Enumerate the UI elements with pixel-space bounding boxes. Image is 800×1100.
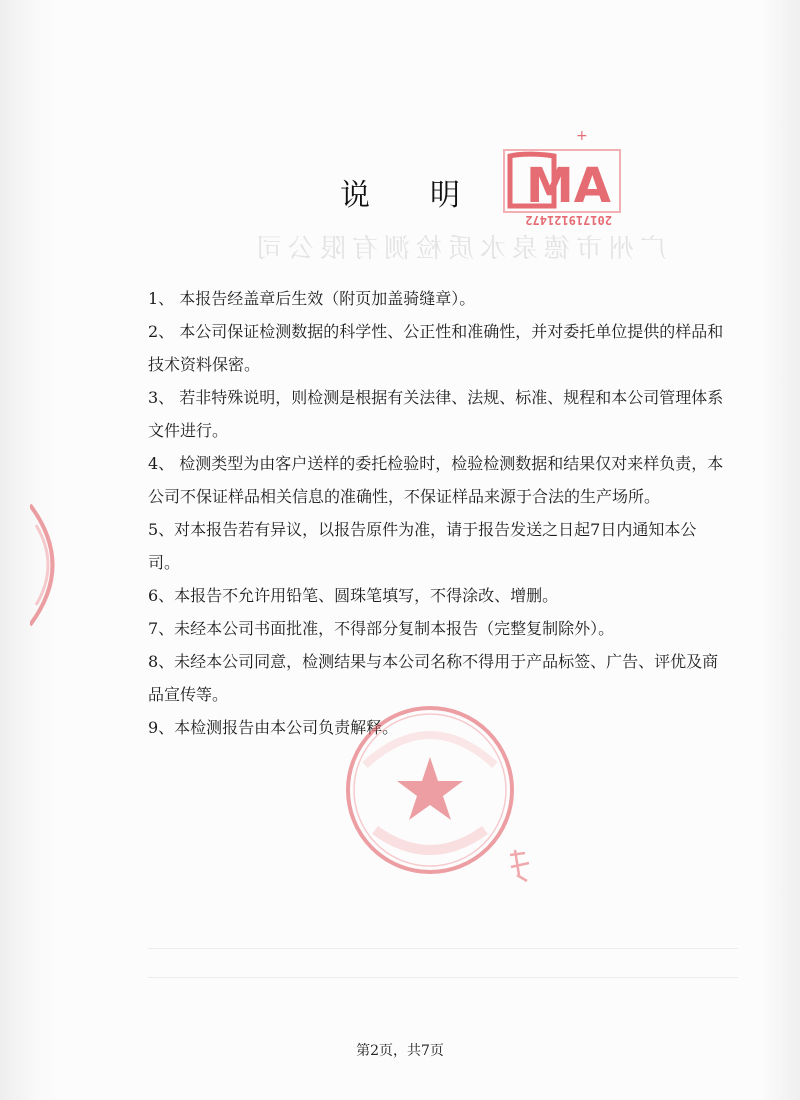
svg-text:+: + <box>576 128 588 144</box>
bleed-through-band <box>148 948 738 978</box>
notice-item-2: 2、 本公司保证检测数据的科学性、公正性和准确性，并对委托单位提供的样品和技术资料保密。 <box>148 322 724 374</box>
scan-shadow-right <box>760 0 800 1100</box>
signature-mark <box>505 845 535 885</box>
company-seal <box>335 695 525 885</box>
notice-item-6: 6、本报告不允许用铅笔、圆珠笔填写，不得涂改、增删。 <box>148 586 559 605</box>
cma-stamp-text: MA <box>526 158 611 214</box>
bleed-through-header: 广州市德泉水质检测有限公司 <box>250 234 667 264</box>
notice-item-5: 5、对本报告若有异议，以报告原件为准，请于报告发送之日起7日内通知本公司。 <box>148 520 697 572</box>
notice-item-7: 7、未经本公司书面批准，不得部分复制本报告（完整复制除外）。 <box>148 619 615 638</box>
title-char-1: 说 <box>340 178 370 213</box>
cma-stamp <box>492 120 632 235</box>
notice-item-8: 8、未经本公司同意，检测结果与本公司名称不得用于产品标签、广告、评优及商品宣传等。 <box>148 652 719 704</box>
notice-item-3: 3、 若非特殊说明，则检测是根据有关法律、法规、标准、规程和本公司管理体系文件进行。 <box>148 388 724 440</box>
notice-item-1: 1、 本报告经盖章后生效（附页加盖骑缝章）。 <box>148 289 476 308</box>
page-title <box>0 170 800 214</box>
seam-seal-partial <box>30 500 80 630</box>
title-char-2: 明 <box>430 178 460 213</box>
seal-star-icon <box>397 757 463 820</box>
cma-stamp-number: 201719121472 <box>525 213 612 227</box>
notice-item-9: 9、本检测报告由本公司负责解释。 <box>148 718 399 737</box>
notice-item-4: 4、 检测类型为由客户送样的委托检验时，检验检测数据和结果仅对来样负责，本公司不保证样品相关信息的准确性，不保证样品来源于合法的生产场所。 <box>148 454 724 506</box>
notice-list <box>148 282 728 744</box>
page-number: 第2页，共7页 <box>356 1043 444 1059</box>
